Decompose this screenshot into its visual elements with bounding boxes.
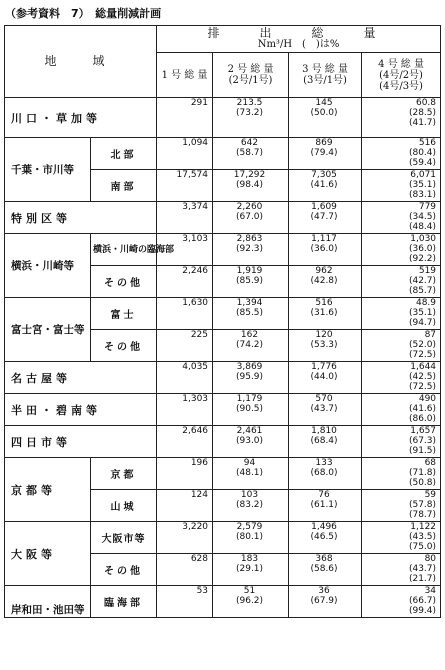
sub-region-name: 大阪市等 (91, 522, 157, 554)
table-row (5, 234, 441, 266)
cell-col4: 48.9 (35.1) (94.7) (362, 298, 441, 330)
cell-col4: 80 (43.7) (21.7) (362, 554, 441, 586)
cell-col2: 1,919 (85.9) (213, 266, 289, 298)
cell-col2: 2,260 (67.0) (213, 202, 289, 234)
region-name: 富士宮・富士等 (5, 298, 91, 362)
cell-col1: 17,574 (157, 170, 213, 202)
cell-col2: 2,863 (92.3) (213, 234, 289, 266)
cell-col3: 120 (53.3) (289, 330, 362, 362)
cell-col4: 1,644 (42.5) (72.5) (362, 362, 441, 394)
cell-col2: 103 (83.2) (213, 490, 289, 522)
sub-region-name: 横浜・川崎の臨海部 (91, 234, 157, 266)
cell-col1: 3,374 (157, 202, 213, 234)
col4-header: 4 号 総 量 (4号/2号) (4号/3号) (362, 53, 441, 98)
cell-col2: 94 (48.1) (213, 458, 289, 490)
cell-col1: 225 (157, 330, 213, 362)
reduction-plan-table (4, 25, 441, 618)
col2-header: 2 号 総 量 (2号/1号) (213, 53, 289, 98)
sub-region-name: その他 (91, 554, 157, 586)
cell-col4: 59 (57.8) (78.7) (362, 490, 441, 522)
sub-region-name: その他 (91, 330, 157, 362)
cell-col4: 779 (34.5) (48.4) (362, 202, 441, 234)
cell-col3: 1,810 (68.4) (289, 426, 362, 458)
unit-label: Nm³/H ( )は% (257, 39, 340, 50)
region-name: 大阪等 (5, 522, 91, 586)
cell-col3: 7,305 (41.6) (289, 170, 362, 202)
cell-col2: 642 (58.7) (213, 138, 289, 170)
emission-total-label: 排 出 総 量 (207, 26, 390, 40)
cell-col4: 87 (52.0) (72.5) (362, 330, 441, 362)
cell-col4: 1,122 (43.5) (75.0) (362, 522, 441, 554)
cell-col3: 962 (42.8) (289, 266, 362, 298)
cell-col2: 17,292 (98.4) (213, 170, 289, 202)
region-name: 半田・碧南等 (5, 394, 157, 426)
cell-col1: 124 (157, 490, 213, 522)
cell-col1: 628 (157, 554, 213, 586)
table-row (5, 202, 441, 234)
cell-col1: 1,094 (157, 138, 213, 170)
table-row (5, 586, 441, 618)
table-row (5, 394, 441, 426)
cell-col1: 53 (157, 586, 213, 618)
sub-region-name: 山城 (91, 490, 157, 522)
table-row (5, 98, 441, 138)
cell-col4: 1,657 (67.3) (91.5) (362, 426, 441, 458)
cell-col2: 1,179 (90.5) (213, 394, 289, 426)
cell-col3: 36 (67.9) (289, 586, 362, 618)
region-name: 特別区等 (5, 202, 157, 234)
table-row (5, 138, 441, 170)
cell-col2: 1,394 (85.5) (213, 298, 289, 330)
cell-col3: 1,117 (36.0) (289, 234, 362, 266)
cell-col4: 60.8 (28.5) (41.7) (362, 98, 441, 138)
region-name: 四日市等 (5, 426, 157, 458)
region-name: 川口・草加等 (5, 98, 157, 138)
cell-col4: 68 (71.8) (50.8) (362, 458, 441, 490)
cell-col1: 3,220 (157, 522, 213, 554)
cell-col3: 869 (79.4) (289, 138, 362, 170)
cell-col4: 6,071 (35.1) (83.1) (362, 170, 441, 202)
table-row (5, 522, 441, 554)
region-name: 名古屋等 (5, 362, 157, 394)
col3-header: 3 号 総 量 (3号/1号) (289, 53, 362, 98)
region-name: 京都等 (5, 458, 91, 522)
table-row (5, 426, 441, 458)
cell-col1: 2,646 (157, 426, 213, 458)
cell-col3: 570 (43.7) (289, 394, 362, 426)
cell-col4: 34 (66.7) (99.4) (362, 586, 441, 618)
cell-col3: 145 (50.0) (289, 98, 362, 138)
cell-col2: 51 (96.2) (213, 586, 289, 618)
table-row (5, 298, 441, 330)
cell-col1: 3,103 (157, 234, 213, 266)
cell-col3: 76 (61.1) (289, 490, 362, 522)
table-row (5, 362, 441, 394)
cell-col1: 2,246 (157, 266, 213, 298)
region-name: 千葉・市川等 (5, 138, 91, 202)
cell-col1: 4,035 (157, 362, 213, 394)
sub-region-name: 京都 (91, 458, 157, 490)
page-title: （参考資料 7） 総量削減計画 (5, 7, 162, 20)
cell-col2: 213.5 (73.2) (213, 98, 289, 138)
cell-col1: 1,303 (157, 394, 213, 426)
cell-col3: 1,496 (46.5) (289, 522, 362, 554)
col1-header: 1 号 総 量 (157, 53, 213, 98)
cell-col2: 162 (74.2) (213, 330, 289, 362)
cell-col1: 196 (157, 458, 213, 490)
cell-col4: 1,030 (36.0) (92.2) (362, 234, 441, 266)
sub-region-name: 北部 (91, 138, 157, 170)
emission-total-header (157, 26, 441, 53)
cell-col4: 490 (41.6) (86.0) (362, 394, 441, 426)
sub-region-name: 臨海部 (91, 586, 157, 618)
cell-col4: 516 (80.4) (59.4) (362, 138, 441, 170)
cell-col1: 291 (157, 98, 213, 138)
cell-col3: 368 (58.6) (289, 554, 362, 586)
cell-col2: 2,461 (93.0) (213, 426, 289, 458)
region-name: 岸和田・池田等 (5, 586, 91, 618)
cell-col1: 1,630 (157, 298, 213, 330)
table-row (5, 458, 441, 490)
cell-col2: 183 (29.1) (213, 554, 289, 586)
sub-region-name: 南部 (91, 170, 157, 202)
cell-col4: 519 (42.7) (85.7) (362, 266, 441, 298)
cell-col2: 2,579 (80.1) (213, 522, 289, 554)
sub-region-name: 富士 (91, 298, 157, 330)
region-header: 地 域 (5, 26, 157, 98)
cell-col3: 133 (68.0) (289, 458, 362, 490)
region-name: 横浜・川崎等 (5, 234, 91, 298)
cell-col3: 1,776 (44.0) (289, 362, 362, 394)
sub-region-name: その他 (91, 266, 157, 298)
cell-col3: 516 (31.6) (289, 298, 362, 330)
cell-col3: 1,609 (47.7) (289, 202, 362, 234)
cell-col2: 3,869 (95.9) (213, 362, 289, 394)
